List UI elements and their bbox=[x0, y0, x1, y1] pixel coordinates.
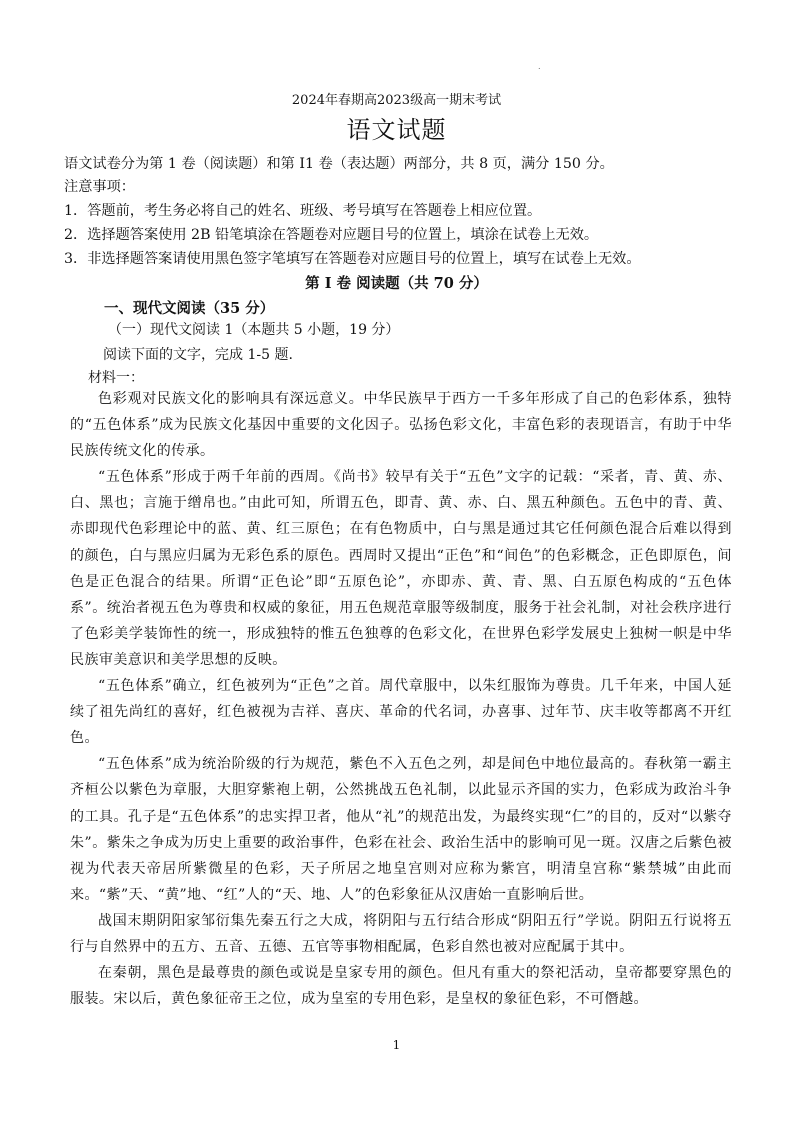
notice-heading: 注意事项： bbox=[64, 179, 135, 195]
passage-paragraph: 色彩观对民族文化的影响具有深远意义。中华民族早于西方一千多年形成了自己的色彩体系，独特的“五色体系”成为民族文化基因中重要的文化因子。弘扬色彩文化，丰富色彩的表现语言，有助于中华民族传统文化的传承。 bbox=[70, 391, 732, 460]
passage-paragraph: “五色体系”确立，红色被列为“正色”之首。周代章服中，以朱红服饰为尊贵。几千年来，中国人延续了祖先尚红的喜好，红色被视为吉祥、喜庆、革命的代名词，办喜事、过年节、庆丰收等都离不开红色。 bbox=[70, 678, 732, 747]
material-label: 材料一： bbox=[88, 370, 144, 386]
page-number: 1 bbox=[392, 1038, 401, 1052]
paper-description: 语文试卷分为第 1 卷（阅读题）和第 I1 卷（表达题）两部分，共 8 页，满分 150 分。 bbox=[64, 156, 614, 172]
passage-paragraph: “五色体系”形成于两千年前的西周。《尚书》较早有关于“五色”文字的记载：“采者，青、黄、赤、白、黑也；言施于缯帛也。”由此可知，所谓五色，即青、黄、赤、白、黑五种颜色。五色中的青、黄、赤即现代色彩理论中的蓝、黄、红三原色；在有色物质中，白与黑是通过其它任何颜色混合后难以得到的颜色，白与黑应归属为无彩色系的原色。西周时又提出“正色”和“间色”的色彩概念，正色即原色，间色是正色混合的结果。所谓“正色论”即“五原色论”，亦即赤、黄、青、黑、白五原色构成的“五色体系”。统治者视五色为尊贵和权威的象征，用五色规范章服等级制度，服务于社会礼制，对社会秩序进行了色彩美学装饰性的统一，形成独特的惟五色独尊的色彩文化，在世界色彩学发展史上独树一帜是中华民族审美意识和美学思想的反映。 bbox=[70, 469, 732, 668]
notice-item: 1．答题前，考生务必将自己的姓名、班级、考号填写在答题卷上相应位置。 bbox=[64, 203, 542, 219]
notice-item: 3．非选择题答案请使用黑色签字笔填写在答题卷对应题目号的位置上，填写在试卷上无效。 bbox=[64, 251, 641, 267]
passage-paragraph: “五色体系”成为统治阶级的行为规范，紫色不入五色之列，却是间色中地位最高的。春秋第一霸主齐桓公以紫色为章服，大胆穿紫袍上朝，公然挑战五色礼制，以此显示齐国的实力，色彩成为政治斗争的工具。孔子是“五色体系”的忠实捍卫者，他从“礼”的规范出发，为最终实现“仁”的目的，反对“以紫夺朱”。紫朱之争成为历史上重要的政治事件，色彩在社会、政治生活中的影响可见一斑。汉唐之后紫色被视为代表天帝居所紫微星的色彩，天子所居之地皇宫则对应称为紫宫，明清皇宫称“紫禁城”由此而来。“紫”天、“黄”地、“红”人的“天、地、人”的色彩象征从汉唐始一直影响后世。 bbox=[70, 756, 732, 903]
notice-item: 2．选择题答案使用 2B 铅笔填涂在答题卷对应题目号的位置上，填涂在试卷上无效。 bbox=[64, 227, 599, 243]
section-heading: 一、现代文阅读（35 分） bbox=[104, 300, 275, 317]
subsection-heading: （一）现代文阅读 1（本题共 5 小题，19 分） bbox=[108, 322, 400, 338]
reading-instruction: 阅读下面的文字，完成 1-5 题. bbox=[103, 347, 293, 363]
passage-paragraph: 在秦朝，黑色是最尊贵的颜色或说是皇家专用的颜色。但凡有重大的祭祀活动，皇帝都要穿黑色的服装。宋以后，黄色象征帝王之位，成为皇室的专用色彩，是皇权的象征色彩，不可僭越。 bbox=[70, 965, 732, 1008]
stray-dot: . bbox=[538, 62, 541, 71]
part-title: 第 I 卷 阅读题（共 70 分） bbox=[305, 275, 488, 292]
exam-header: 2024年春期高2023级高一期末考试 bbox=[291, 93, 502, 108]
exam-title: 语文试题 bbox=[346, 116, 447, 144]
reading-passage bbox=[70, 386, 732, 1012]
passage-paragraph: 战国末期阴阳家邹衍集先秦五行之大成，将阴阳与五行结合形成“阴阳五行”学说。阴阳五行说将五行与自然界中的五方、五音、五德、五官等事物相配属，色彩自然也被对应配属于其中。 bbox=[70, 912, 732, 955]
